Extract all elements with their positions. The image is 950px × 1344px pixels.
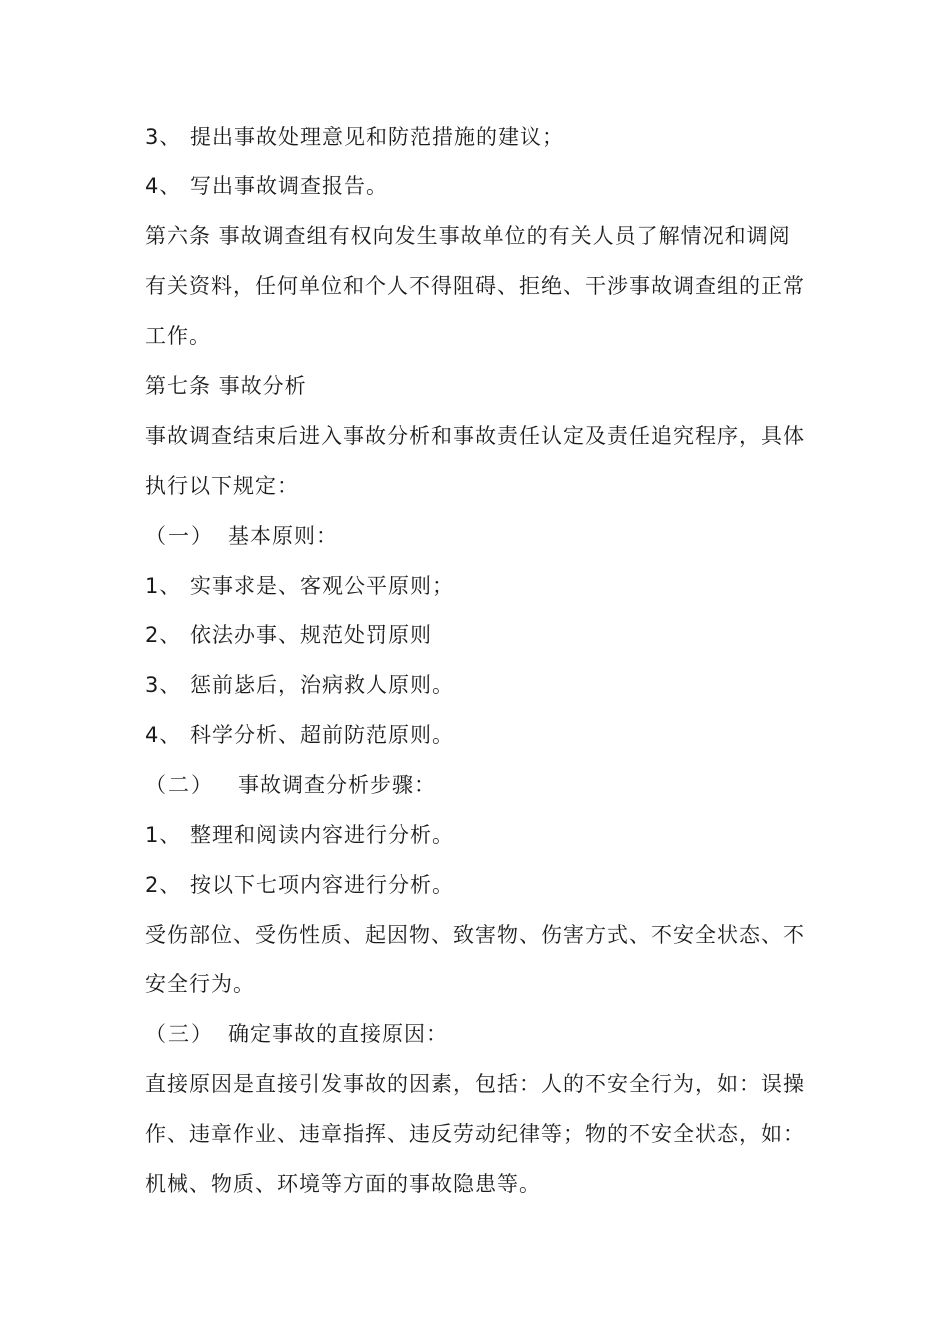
list-text: 提出事故处理意见和防范措施的建议； <box>190 125 564 149</box>
list-number: 1、 <box>145 823 182 847</box>
list-text: 科学分析、超前防范原则。 <box>190 723 454 747</box>
section-heading: 第七条 事故分析 <box>145 374 307 398</box>
list-number: 1、 <box>145 574 182 598</box>
paragraph-line: 安全行为。 <box>145 972 255 996</box>
list-number: 4、 <box>145 174 182 198</box>
list-text: 整理和阅读内容进行分析。 <box>190 823 454 847</box>
list-item <box>145 871 454 899</box>
paragraph-line: 事故调查结束后进入事故分析和事故责任认定及责任追究程序，具体 <box>145 424 805 448</box>
list-number: 3、 <box>145 125 182 149</box>
subsection-heading <box>145 522 338 550</box>
list-item <box>145 721 454 749</box>
list-item <box>145 821 454 849</box>
list-text: 实事求是、客观公平原则； <box>190 574 454 598</box>
paragraph-line: 受伤部位、受伤性质、起因物、致害物、伤害方式、不安全状态、不 <box>145 923 805 947</box>
subsection-number: （三） <box>145 1022 214 1046</box>
list-item <box>145 172 388 200</box>
list-item <box>145 123 564 151</box>
subsection-text: 基本原则： <box>228 524 338 548</box>
list-item <box>145 621 432 649</box>
paragraph-line: 第六条 事故调查组有权向发生事故单位的有关人员了解情况和调阅 <box>145 224 791 248</box>
subsection-text: 事故调查分析步骤： <box>238 773 436 797</box>
list-text: 写出事故调查报告。 <box>190 174 388 198</box>
paragraph-line: 执行以下规定： <box>145 474 299 498</box>
subsection-number: （二） <box>145 773 214 797</box>
subsection-number: （一） <box>145 524 214 548</box>
paragraph-line: 作、违章作业、违章指挥、违反劳动纪律等；物的不安全状态，如： <box>145 1122 805 1146</box>
paragraph-line: 工作。 <box>145 324 211 348</box>
list-text: 按以下七项内容进行分析。 <box>190 873 454 897</box>
subsection-heading <box>145 1020 448 1048</box>
list-text: 依法办事、规范处罚原则 <box>190 623 432 647</box>
list-text: 惩前毖后，治病救人原则。 <box>190 673 454 697</box>
list-item <box>145 572 454 600</box>
subsection-text: 确定事故的直接原因： <box>228 1022 448 1046</box>
subsection-heading <box>145 771 436 799</box>
list-item <box>145 671 454 699</box>
list-number: 2、 <box>145 623 182 647</box>
paragraph-line: 机械、物质、环境等方面的事故隐患等。 <box>145 1172 541 1196</box>
list-number: 2、 <box>145 873 182 897</box>
list-number: 3、 <box>145 673 182 697</box>
list-number: 4、 <box>145 723 182 747</box>
paragraph-line: 有关资料，任何单位和个人不得阻碍、拒绝、干涉事故调查组的正常 <box>145 274 805 298</box>
paragraph-line: 直接原因是直接引发事故的因素，包括：人的不安全行为，如：误操 <box>145 1072 805 1096</box>
